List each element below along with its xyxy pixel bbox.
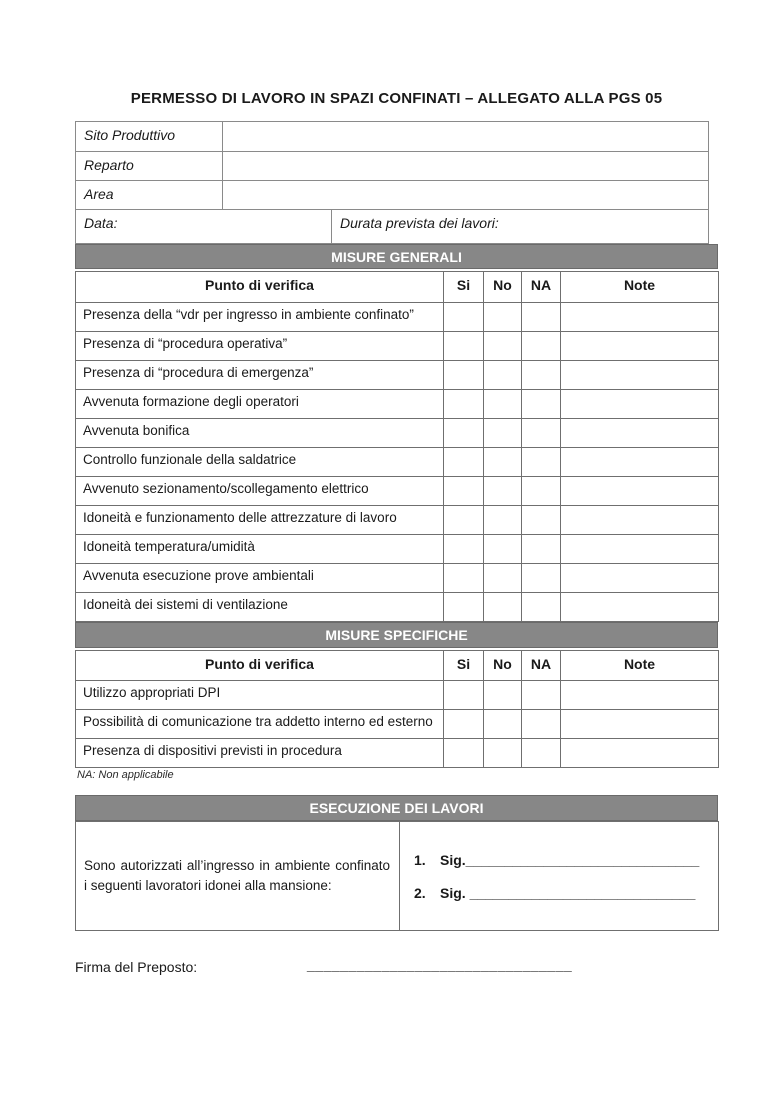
check-cell-si (444, 419, 484, 448)
info-row-data-durata (76, 210, 709, 244)
worker-sig-label: Sig. (440, 884, 470, 901)
esecuzione-row (76, 822, 719, 931)
workers-list (400, 852, 718, 901)
info-table (75, 121, 709, 244)
check-cell-si (444, 332, 484, 361)
checklist-row (76, 477, 719, 506)
check-cell-si (444, 390, 484, 419)
checklist-item-label: Presenza della “vdr per ingresso in ambiente confinato” (76, 303, 444, 332)
checklist-item-label: Utilizzo appropriati DPI (76, 681, 444, 710)
firma-preposto-blank-line: ________________________________ (307, 956, 573, 972)
column-header-note: Note (561, 651, 719, 681)
check-cell-si (444, 564, 484, 593)
esecuzione-workers-cell (400, 822, 719, 931)
worker-sig-blank: ______________________________ (465, 851, 700, 868)
check-cell-no (484, 303, 522, 332)
note-cell (561, 361, 719, 390)
esecuzione-intro-text: Sono autorizzati all’ingresso in ambiente confinato i seguenti lavoratori idonei alla mansione: (84, 858, 390, 893)
checklist-item-label: Presenza di “procedura di emergenza” (76, 361, 444, 390)
check-cell-si (444, 506, 484, 535)
check-cell-no (484, 593, 522, 622)
check-cell-na (522, 681, 561, 710)
checklist-item-label: Presenza di dispositivi previsti in procedura (76, 739, 444, 768)
note-cell (561, 506, 719, 535)
check-cell-no (484, 419, 522, 448)
check-cell-no (484, 564, 522, 593)
check-cell-na (522, 390, 561, 419)
worker-signature-line-2 (414, 885, 710, 901)
check-cell-na (522, 739, 561, 768)
check-cell-no (484, 739, 522, 768)
checklist-row (76, 593, 719, 622)
esecuzione-table (75, 821, 719, 931)
info-label-sito-produttivo: Sito Produttivo (76, 122, 223, 152)
note-cell (561, 448, 719, 477)
check-cell-si (444, 361, 484, 390)
document-title: PERMESSO DI LAVORO IN SPAZI CONFINATI – ALLEGATO ALLA PGS 05 (130, 90, 663, 107)
column-header-punto-di-verifica: Punto di verifica (76, 651, 444, 681)
check-cell-no (484, 477, 522, 506)
info-row-reparto (76, 152, 709, 181)
checklist-item-label: Presenza di “procedura operativa” (76, 332, 444, 361)
note-cell (561, 303, 719, 332)
check-cell-si (444, 535, 484, 564)
note-cell (561, 390, 719, 419)
checklist-row (76, 303, 719, 332)
checklist-item-label: Idoneità temperatura/umidità (76, 535, 444, 564)
column-header-no: No (484, 651, 522, 681)
na-footnote: NA: Non applicabile (77, 769, 174, 781)
worker-number: 1. (414, 851, 426, 868)
section-header-misure-specifiche: MISURE SPECIFICHE (75, 622, 718, 648)
check-cell-na (522, 535, 561, 564)
check-cell-na (522, 593, 561, 622)
check-cell-no (484, 535, 522, 564)
check-cell-na (522, 361, 561, 390)
column-header-si: Si (444, 272, 484, 303)
check-cell-na (522, 419, 561, 448)
check-cell-na (522, 477, 561, 506)
checklist-row (76, 681, 719, 710)
checklist-item-label: Avvenuta esecuzione prove ambientali (76, 564, 444, 593)
checklist-row (76, 564, 719, 593)
check-cell-si (444, 448, 484, 477)
check-cell-na (522, 506, 561, 535)
check-cell-no (484, 448, 522, 477)
checklist-item-label: Avvenuta formazione degli operatori (76, 390, 444, 419)
checklist-item-label: Possibilità di comunicazione tra addetto interno ed esterno (76, 710, 444, 739)
misure-generali-table (75, 271, 719, 622)
column-header-note: Note (561, 272, 719, 303)
check-cell-si (444, 681, 484, 710)
check-cell-si (444, 710, 484, 739)
checklist-row (76, 332, 719, 361)
column-header-punto-di-verifica: Punto di verifica (76, 272, 444, 303)
info-row-sito-produttivo (76, 122, 709, 152)
check-cell-na (522, 303, 561, 332)
checklist-item-label: Controllo funzionale della saldatrice (76, 448, 444, 477)
note-cell (561, 477, 719, 506)
section-header-esecuzione-dei-lavori: ESECUZIONE DEI LAVORI (75, 795, 718, 821)
worker-number: 2. (414, 884, 426, 901)
check-cell-no (484, 361, 522, 390)
worker-sig-label: Sig. (440, 851, 466, 868)
note-cell (561, 332, 719, 361)
check-cell-si (444, 593, 484, 622)
firma-preposto-label: Firma del Preposto: (75, 959, 198, 975)
info-value-reparto (223, 152, 709, 181)
column-header-na: NA (522, 651, 561, 681)
check-cell-na (522, 332, 561, 361)
checklist-item-label: Idoneità e funzionamento delle attrezzature di lavoro (76, 506, 444, 535)
misure-specifiche-header-row (76, 651, 719, 681)
checklist-row (76, 710, 719, 739)
column-header-na: NA (522, 272, 561, 303)
check-cell-na (522, 448, 561, 477)
checklist-item-label: Idoneità dei sistemi di ventilazione (76, 593, 444, 622)
misure-generali-header-row (76, 272, 719, 303)
info-label-area: Area (76, 181, 223, 210)
note-cell (561, 419, 719, 448)
checklist-row (76, 535, 719, 564)
checklist-row (76, 390, 719, 419)
esecuzione-intro-cell (76, 822, 400, 931)
info-value-area (223, 181, 709, 210)
check-cell-si (444, 303, 484, 332)
note-cell (561, 681, 719, 710)
checklist-row (76, 361, 719, 390)
checklist-item-label: Avvenuta bonifica (76, 419, 444, 448)
column-header-no: No (484, 272, 522, 303)
check-cell-no (484, 681, 522, 710)
check-cell-si (444, 739, 484, 768)
info-row-area (76, 181, 709, 210)
misure-specifiche-table (75, 650, 719, 768)
checklist-row (76, 739, 719, 768)
info-label-reparto: Reparto (76, 152, 223, 181)
note-cell (561, 564, 719, 593)
note-cell (561, 739, 719, 768)
check-cell-si (444, 477, 484, 506)
info-label-data: Data: (76, 210, 332, 244)
check-cell-no (484, 390, 522, 419)
checklist-row (76, 448, 719, 477)
check-cell-na (522, 710, 561, 739)
check-cell-no (484, 332, 522, 361)
column-header-si: Si (444, 651, 484, 681)
note-cell (561, 535, 719, 564)
checklist-item-label: Avvenuto sezionamento/scollegamento elettrico (76, 477, 444, 506)
check-cell-no (484, 506, 522, 535)
check-cell-na (522, 564, 561, 593)
note-cell (561, 710, 719, 739)
check-cell-no (484, 710, 522, 739)
section-header-misure-generali: MISURE GENERALI (75, 244, 718, 269)
worker-signature-line-1 (414, 852, 710, 868)
info-label-durata: Durata prevista dei lavori: (332, 210, 709, 244)
note-cell (561, 593, 719, 622)
checklist-row (76, 506, 719, 535)
info-value-sito-produttivo (223, 122, 709, 152)
checklist-row (76, 419, 719, 448)
worker-sig-blank: _____________________________ (469, 884, 696, 901)
